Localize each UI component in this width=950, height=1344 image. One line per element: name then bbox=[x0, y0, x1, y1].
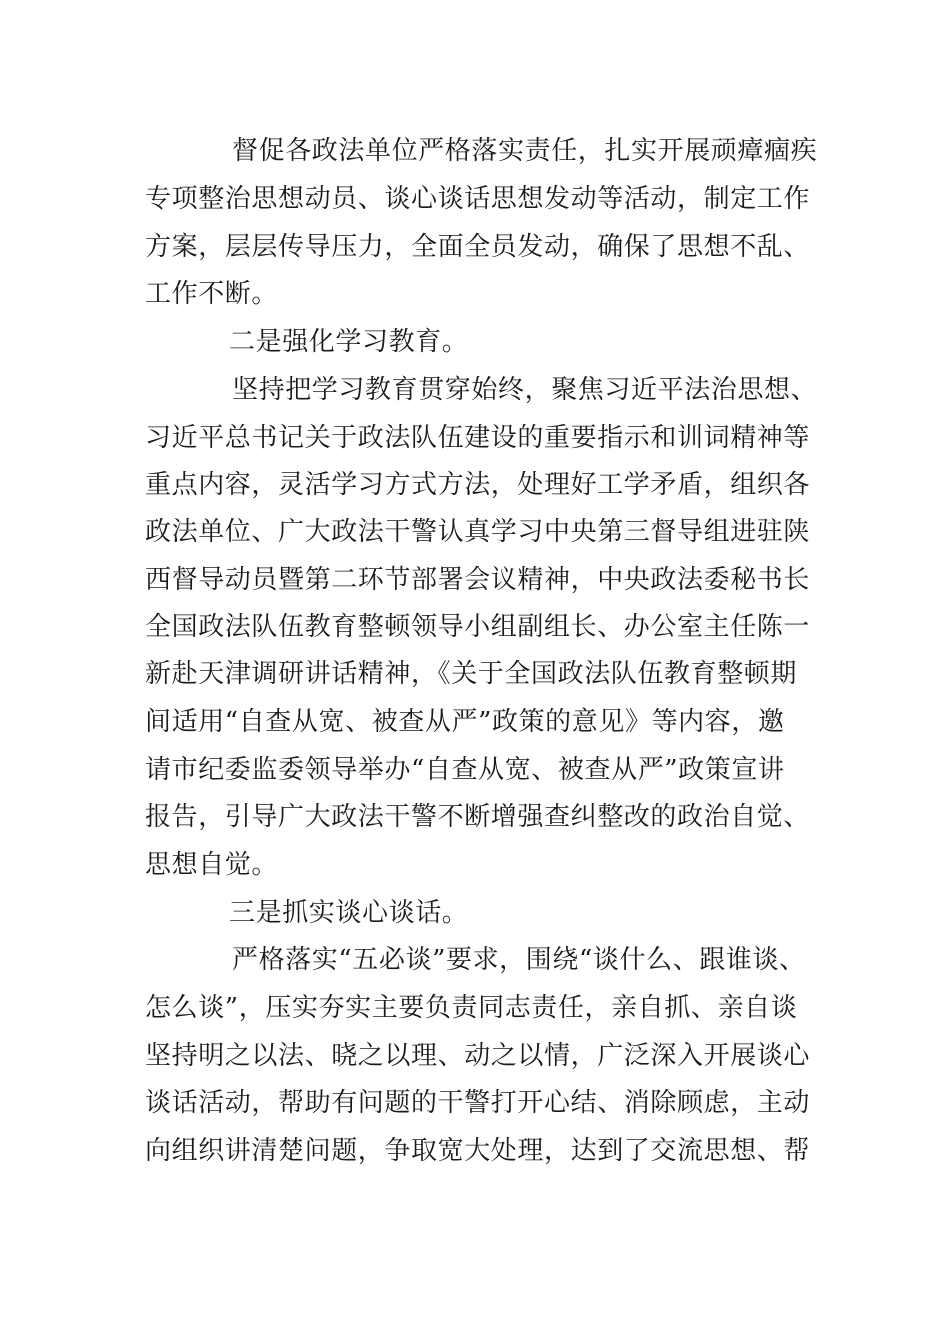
paragraph-2-line-8: 间适用“自查从宽、被查从严”政策的意见》等内容，邀 bbox=[145, 707, 785, 737]
paragraph-2-line-2: 习近平总书记关于政法队伍建设的重要指示和训词精神等 bbox=[145, 423, 811, 453]
paragraph-1-line-2: 专项整治思想动员、谈心谈话思想发动等活动，制定工作 bbox=[145, 184, 811, 214]
paragraph-3-line-3: 坚持明之以法、晓之以理、动之以情，广泛深入开展谈心 bbox=[145, 1041, 811, 1071]
paragraph-2-line-11: 思想自觉。 bbox=[145, 850, 279, 880]
paragraph-2-line-10: 报告，引导广大政法干警不断增强查纠整改的政治自觉、 bbox=[145, 802, 811, 832]
paragraph-3-line-4: 谈话活动，帮助有问题的干警打开心结、消除顾虑，主动 bbox=[145, 1088, 811, 1118]
paragraph-2-line-6: 全国政法队伍教育整顿领导小组副组长、办公室主任陈一 bbox=[145, 612, 811, 642]
paragraph-1-line-3: 方案，层层传导压力，全面全员发动，确保了思想不乱、 bbox=[145, 232, 811, 262]
paragraph-2-line-4: 政法单位、广大政法干警认真学习中央第三督导组进驻陕 bbox=[145, 517, 811, 547]
section-heading-3: 三是抓实谈心谈话。 bbox=[229, 898, 469, 928]
paragraph-3-line-5: 向组织讲清楚问题，争取宽大处理，达到了交流思想、帮 bbox=[145, 1136, 811, 1166]
paragraph-2-line-5: 西督导动员暨第二环节部署会议精神，中央政法委秘书长 bbox=[145, 565, 811, 595]
paragraph-2-line-7: 新赴天津调研讲话精神，《关于全国政法队伍教育整顿期 bbox=[145, 659, 798, 689]
paragraph-1-line-4: 工作不断。 bbox=[145, 279, 279, 309]
paragraph-3-line-2: 怎么谈”，压实夯实主要负责同志责任，亲自抓、亲自谈 bbox=[145, 993, 798, 1023]
paragraph-2-line-1: 坚持把学习教育贯穿始终，聚焦习近平法治思想、 bbox=[232, 375, 818, 405]
paragraph-3-line-1: 严格落实“五必谈”要求，围绕“谈什么、跟谁谈、 bbox=[232, 945, 806, 975]
paragraph-1-line-1: 督促各政法单位严格落实责任，扎实开展顽瘴痼疾 bbox=[232, 136, 818, 166]
paragraph-2-line-3: 重点内容，灵活学习方式方法，处理好工学矛盾，组织各 bbox=[145, 470, 811, 500]
paragraph-2-line-9: 请市纪委监委领导举办“自查从宽、被查从严”政策宣讲 bbox=[145, 755, 785, 785]
section-heading-2: 二是强化学习教育。 bbox=[229, 327, 469, 357]
